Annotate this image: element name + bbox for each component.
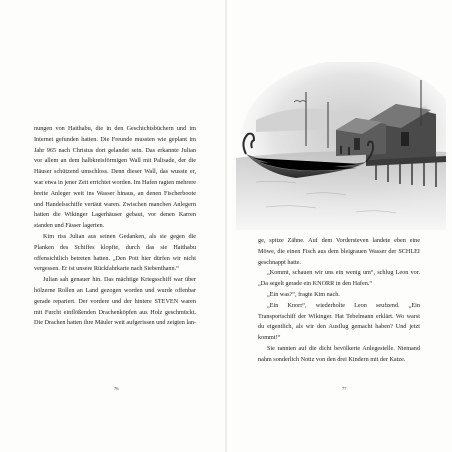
paragraph: „Ein Knorr“, wiederholte Leon seufzend. „Ein Transportschiff der Wikinger. Hat Tebelmann erklärt. Wo warst du eigentlich, als wir den Ausflug gemacht haben? Und jetzt kommt!“ [258, 301, 420, 342]
right-page-text [258, 236, 420, 366]
paragraph: nungen von Haithabu, die in den Geschichtsbüchern und im Internet gefunden hatten. Die Freunde mussten wie geplant im Jahr 965 nach Christus dort gelandet sein. Das erkannte Julian vor allem an dem halbkreisförmigen Wall mit Palisade, der die Häuser schützend umschloss. Denn dieser Wall, das wusste er, war etwa in jener Zeit errichtet worden. Im Hafen ragten mehrere breite Anleger weit ins Wasser hinaus, an denen Fischerboote und Handelsschiffe vertäut waren. Zwischen manchen Anlegern hatten die Wikinger Lagerhäuser gebaut, vor denen Karren standen und Fässer lagerten. [34, 125, 196, 230]
paragraph: Julian sah genauer hin. Das mächtige Kriegsschiff war über hölzerne Rollen an Land gezogen worden und wurde offenbar gerade repariert. Der vordere und der hintere STEVEN waren mit Furcht einflößenden Drachenköpfen aus Holz geschmückt. Die Drachen hatten ihre Mäuler weit aufgerissen und zeigten lan- [34, 276, 197, 327]
paragraph: Kim riss Julian aus seinen Gedanken, als sie gegen die Planken des Schiffes klopfte, durch das sie Haithabu offensichtlich betreten hatten. „Den Pott hier dürfen wir nicht vergessen. Er ist unsere Rückfahrkarte nach Siebenthann.“ [34, 232, 196, 273]
paragraph: „Kommt, schauen wir uns ein wenig um“, schlug Leon vor. „Da segelt gerade ein KNORR in den Hafen.“ [258, 269, 420, 288]
left-page-text [34, 124, 196, 329]
page-number: 77 [342, 386, 347, 391]
right-page [226, 0, 452, 452]
paragraph: „Ein was?“, fragte Kim nach. [267, 290, 340, 298]
paragraph: ge, spitze Zähne. Auf dem Vordersteven landete eben eine Möwe, die einen Fisch aus dem bleigrauen Wasser der SCHLEI geschnappt hatte. [258, 237, 420, 266]
paragraph: Sie rannten auf die dicht bevölkerte Anlegestelle. Niemand nahm sonderlich Notiz von den drei Kindern mit der Katze. [258, 344, 420, 363]
viking-harbor-illustration [236, 62, 446, 230]
page-number: 76 [114, 386, 119, 391]
